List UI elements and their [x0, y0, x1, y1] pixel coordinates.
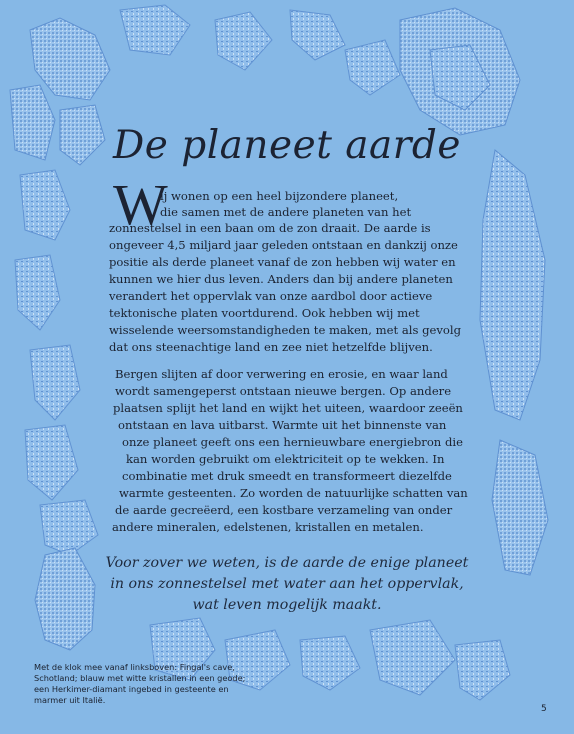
- quote-line: Voor zover we weten, is de aarde de enige planeet: [105, 555, 469, 571]
- paragraph-line: combinatie met druk smeedt en transformeert diezelfde: [122, 469, 452, 483]
- quote-line: wat leven mogelijk maakt.: [192, 597, 382, 613]
- paragraph-line: wordt samengeperst ontstaan nieuwe bergen. Op andere: [115, 384, 452, 398]
- page-title: De planeet aarde: [113, 123, 461, 168]
- paragraph-line: zonnestelsel in een baan om de zon draait. De aarde is: [109, 221, 431, 235]
- paragraph-line: dat ons steenachtige land en zee niet hetzelfde blijven.: [109, 340, 433, 354]
- paragraph-line: plaatsen splijt het land en wijkt het uiteen, waardoor zeeën: [113, 401, 463, 415]
- paragraph-line: ontstaan en lava uitbarst. Warmte uit het binnenste van: [118, 418, 447, 432]
- paragraph-line: de aarde gecreëerd, een kostbare verzameling van onder: [115, 503, 453, 517]
- paragraph-line: warmte gesteenten. Zo worden de natuurlijke schatten van: [119, 486, 468, 500]
- top-rocks: [120, 5, 400, 95]
- paragraph-line: verandert het oppervlak van onze aardbol door actieve: [109, 289, 433, 303]
- herkimer-diamant: [480, 150, 548, 575]
- caption-line: een Herkimer-diamant ingebed in gesteente en: [34, 684, 229, 694]
- paragraph-line: kunnen we hier dus leven. Anders dan bij andere planeten: [109, 272, 453, 286]
- paragraph-line: onze planeet geeft ons een hernieuwbare energiebron die: [122, 435, 463, 449]
- paragraph-line: Bergen slijten af door verwering en erosie, en waar land: [115, 367, 448, 381]
- paragraph-line: positie als derde planeet vanaf de zon hebben wij water en: [109, 255, 456, 269]
- caption-line: Met de klok mee vanaf linksboven: Fingal's cave,: [34, 662, 235, 672]
- left-rocks: [15, 170, 98, 555]
- paragraph-line: ij wonen op een heel bijzondere planeet,: [160, 189, 399, 203]
- paragraph-line: die samen met de andere planeten van het: [160, 205, 412, 219]
- paragraph-line: ongeveer 4,5 miljard jaar geleden ontstaan en dankzij onze: [109, 238, 458, 252]
- paragraph-line: tektonische platen voortdurend. Ook hebben wij met: [109, 306, 420, 320]
- drop-cap: W: [113, 172, 168, 237]
- caption-line: marmer uit Italië.: [34, 695, 106, 705]
- page-number: 5: [541, 704, 547, 714]
- quote-line: in ons zonnestelsel met water aan het oppervlak,: [110, 576, 464, 592]
- caption-line: Schotland; blauw met witte kristallen in een geode;: [34, 673, 246, 683]
- paragraph-line: wisselende weersomstandigheden te maken, met als gevolg: [109, 323, 462, 337]
- paragraph-line: kan worden gebruikt om elektriciteit op te wekken. In: [126, 452, 445, 466]
- paragraph-line: andere mineralen, edelstenen, kristallen en metalen.: [112, 520, 424, 534]
- blue-geode: [400, 8, 520, 135]
